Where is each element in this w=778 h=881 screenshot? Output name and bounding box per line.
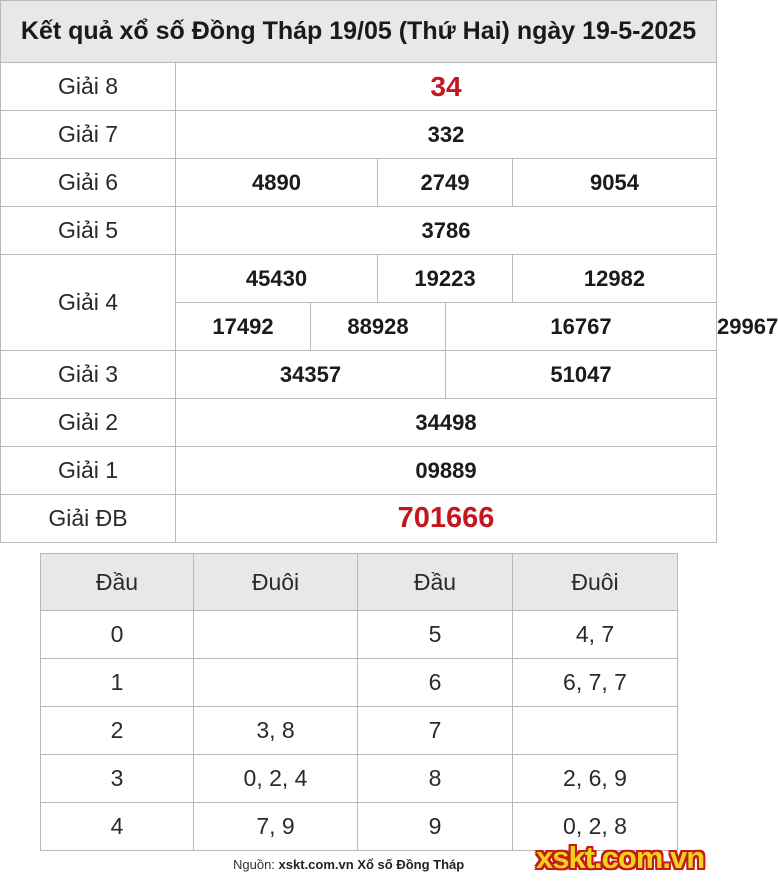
loto-cell: 0, 2, 8 [513, 803, 678, 851]
loto-cell: 4 [41, 803, 194, 851]
prize-label: Giải ĐB [1, 495, 176, 543]
prize-number: 19223 [378, 255, 513, 303]
prize-number: 17492 [176, 303, 311, 351]
loto-row [41, 659, 678, 707]
prize-label: Giải 3 [1, 351, 176, 399]
prize-number: 34357 [176, 351, 446, 399]
prize-row-g5 [1, 207, 717, 255]
prize-row-g4 [1, 255, 717, 303]
special-prize-number: 701666 [176, 495, 717, 543]
source-site-link[interactable]: xskt.com.vn [278, 857, 354, 872]
prize-number: 4890 [176, 159, 378, 207]
loto-cell: 7 [358, 707, 513, 755]
page-title: Kết quả xổ số Đồng Tháp 19/05 (Thứ Hai) ngày 19-5-2025 [1, 1, 717, 63]
source-label: Nguồn: [233, 857, 275, 872]
loto-cell: 0, 2, 4 [194, 755, 358, 803]
prize-number: 34498 [176, 399, 717, 447]
loto-header: Đầu [41, 554, 194, 611]
loto-cell [194, 611, 358, 659]
loto-cell: 5 [358, 611, 513, 659]
loto-cell: 2, 6, 9 [513, 755, 678, 803]
loto-header-row [41, 554, 678, 611]
prize-number: 332 [176, 111, 717, 159]
prize-number: 34 [176, 63, 717, 111]
prize-number: 3786 [176, 207, 717, 255]
source-credit [233, 857, 464, 872]
loto-cell: 6, 7, 7 [513, 659, 678, 707]
loto-cell: 7, 9 [194, 803, 358, 851]
prize-label: Giải 4 [1, 255, 176, 351]
loto-cell: 2 [41, 707, 194, 755]
loto-cell: 3, 8 [194, 707, 358, 755]
prize-row-g3 [1, 351, 717, 399]
loto-cell [513, 707, 678, 755]
loto-cell: 4, 7 [513, 611, 678, 659]
loto-row [41, 611, 678, 659]
brand-logo: xskt.com.vn [536, 840, 705, 875]
prize-label: Giải 7 [1, 111, 176, 159]
loto-header: Đuôi [513, 554, 678, 611]
prize-label: Giải 5 [1, 207, 176, 255]
loto-cell: 0 [41, 611, 194, 659]
prize-number: 45430 [176, 255, 378, 303]
prize-row-g7 [1, 111, 717, 159]
loto-cell: 3 [41, 755, 194, 803]
prize-number: 51047 [446, 351, 717, 399]
loto-header: Đầu [358, 554, 513, 611]
loto-row [41, 755, 678, 803]
prize-row-g4b: 17492 88928 16767 29967 [1, 303, 717, 351]
loto-cell: 6 [358, 659, 513, 707]
prize-label: Giải 1 [1, 447, 176, 495]
loto-cell: 9 [358, 803, 513, 851]
loto-cell: 8 [358, 755, 513, 803]
loto-table [40, 553, 678, 851]
loto-cell [194, 659, 358, 707]
prize-number: 12982 [513, 255, 717, 303]
loto-row [41, 707, 678, 755]
loto-cell: 1 [41, 659, 194, 707]
loto-header: Đuôi [194, 554, 358, 611]
prize-row-g8 [1, 63, 717, 111]
source-name: Xổ số Đồng Tháp [357, 857, 465, 872]
prize-number: 88928 [311, 303, 446, 351]
prize-label: Giải 6 [1, 159, 176, 207]
prize-label: Giải 8 [1, 63, 176, 111]
prize-number: 09889 [176, 447, 717, 495]
prize-number: 16767 [446, 303, 717, 351]
prize-row-g6 [1, 159, 717, 207]
prize-row-g1 [1, 447, 717, 495]
prize-row-special [1, 495, 717, 543]
prize-number: 9054 [513, 159, 717, 207]
prize-label: Giải 2 [1, 399, 176, 447]
prize-row-g2 [1, 399, 717, 447]
prize-number: 2749 [378, 159, 513, 207]
